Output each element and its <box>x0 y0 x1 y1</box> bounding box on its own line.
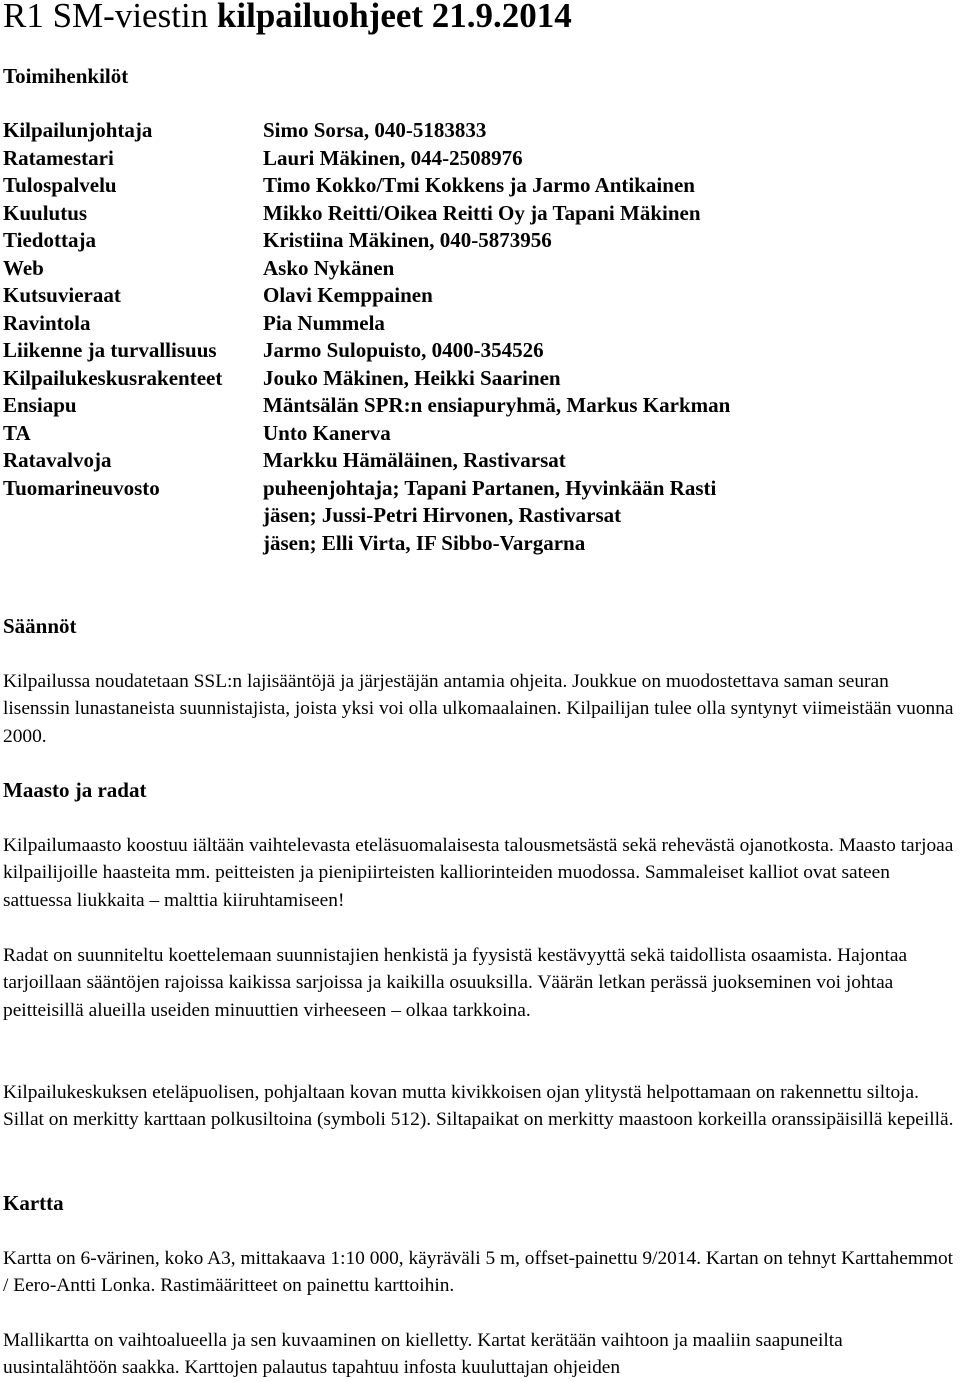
official-role: Liikenne ja turvallisuus <box>3 338 217 362</box>
official-row-jury-member-1 <box>3 502 730 530</box>
official-name: Mikko Reitti/Oikea Reitti Oy ja Tapani Mäkinen <box>263 200 701 225</box>
official-role: Ratavalvoja <box>3 448 112 472</box>
official-row-kilpailukeskusrakenteet <box>3 365 730 393</box>
rules-paragraph: Kilpailussa noudatetaan SSL:n lajisääntöjä ja järjestäjän antamia ohjeita. Joukkue on muodostettava saman seuran lisenssin lunastaneista suunnistajista, joista yksi voi olla ulkomaalainen. Kilpailijan tulee olla syntynyt viimeistään vuonna 2000. <box>3 671 954 747</box>
terrain-heading: Maasto ja radat <box>3 778 147 802</box>
officials-table <box>3 117 730 557</box>
official-row-web <box>3 255 730 283</box>
official-role <box>3 502 263 530</box>
official-row-kilpailunjohtaja <box>3 117 730 145</box>
official-role: Tuomarineuvosto <box>3 475 160 500</box>
official-name: Kristiina Mäkinen, 040-5873956 <box>263 228 552 252</box>
official-row-tulospalvelu <box>3 172 730 200</box>
official-name: jäsen; Jussi-Petri Hirvonen, Rastivarsat <box>263 503 622 527</box>
map-heading: Kartta <box>3 1191 64 1215</box>
official-row-ratamestari <box>3 145 730 173</box>
official-role: Tiedottaja <box>3 228 96 252</box>
official-name: jäsen; Elli Virta, IF Sibbo-Vargarna <box>263 530 586 555</box>
official-row-tiedottaja <box>3 227 730 255</box>
official-row-ta <box>3 420 730 448</box>
official-role: Ratamestari <box>3 145 114 170</box>
official-name: Pia Nummela <box>263 310 385 335</box>
official-name: Timo Kokko/Tmi Kokkens ja Jarmo Antikainen <box>263 173 695 197</box>
document-title <box>3 0 572 36</box>
official-row-kutsuvieraat <box>3 282 730 310</box>
official-row-liikenne <box>3 337 730 365</box>
official-role: Kuulutus <box>3 200 88 225</box>
map-paragraph-1: Kartta on 6-värinen, koko A3, mittakaava 1:10 000, käyräväli 5 m, offset-painettu 9/2014. Kartan on tehnyt Karttahemmot / Eero-Antti Lonka. Rastimääritteet on painettu karttoihin. <box>3 1248 954 1297</box>
official-name: Asko Nykänen <box>263 255 395 280</box>
official-role: Tulospalvelu <box>3 173 117 197</box>
official-name: Markku Hämäläinen, Rastivarsat <box>263 448 566 472</box>
official-role: Kutsuvieraat <box>3 283 121 307</box>
official-row-ratavalvoja <box>3 447 730 475</box>
official-role: Kilpailunjohtaja <box>3 118 153 142</box>
official-name: Mäntsälän SPR:n ensiapuryhmä, Markus Karkman <box>263 393 731 417</box>
rules-heading: Säännöt <box>3 614 77 638</box>
title-bold: kilpailuohjeet 21.9.2014 <box>216 0 572 35</box>
title-prefix: R1 SM-viestin <box>3 0 217 35</box>
official-role: Web <box>3 255 44 280</box>
official-name: Simo Sorsa, 040-5183833 <box>263 118 487 142</box>
terrain-paragraph-1: Kilpailumaasto koostuu iältään vaihtelevasta eteläsuomalaisesta talousmetsästä sekä rehevästä ojanotkosta. Maasto tarjoaa kilpailijoille haasteita mm. peitteisten ja pienipiirteisten kalliorinteiden muodossa. Sammaleiset kalliot ovat sateen sattuessa liukkaita – malttia kiiruhtamiseen! <box>3 835 954 911</box>
official-name: Jarmo Sulopuisto, 0400-354526 <box>263 338 544 362</box>
official-role: Ravintola <box>3 310 91 335</box>
terrain-paragraph-2: Radat on suunniteltu koettelemaan suunnistajien henkistä ja fyysistä kestävyyttä sekä taidollista osaamista. Hajontaa tarjoillaan sääntöjen rajoissa kaikissa sarjoissa ja kaikilla osuuksilla. Väärän letkan perässä juokseminen voi johtaa peitteisillä alueilla useiden minuuttien virheeseen – olkaa tarkkoina. <box>3 945 908 1021</box>
official-name: Olavi Kemppainen <box>263 283 433 307</box>
official-row-ravintola <box>3 310 730 338</box>
official-name: puheenjohtaja; Tapani Partanen, Hyvinkään Rasti <box>263 475 717 500</box>
official-row-tuomarineuvosto <box>3 475 730 503</box>
official-row-ensiapu <box>3 392 730 420</box>
official-role: Ensiapu <box>3 393 77 417</box>
official-role: Kilpailukeskusrakenteet <box>3 365 223 390</box>
map-paragraph-2: Mallikartta on vaihtoalueella ja sen kuvaaminen on kielletty. Kartat kerätään vaihtoon ja maaliin saapuneilta uusintalähtöön saakka. Karttojen palautus tapahtuu infosta kuuluttajan ohjeiden <box>3 1330 843 1379</box>
official-name: Jouko Mäkinen, Heikki Saarinen <box>263 365 561 390</box>
official-name: Unto Kanerva <box>263 420 391 445</box>
officials-heading: Toimihenkilöt <box>3 64 129 88</box>
official-row-jury-member-2 <box>3 530 730 558</box>
official-role <box>3 530 263 558</box>
official-role: TA <box>3 420 31 445</box>
official-row-kuulutus <box>3 200 730 228</box>
official-name: Lauri Mäkinen, 044-2508976 <box>263 145 523 170</box>
terrain-paragraph-3: Kilpailukeskuksen eteläpuolisen, pohjaltaan kovan mutta kivikkoisen ojan ylitystä helpottamaan on rakennettu siltoja. Sillat on merkitty karttaan polkusiltoina (symboli 512). Siltapaikat on merkitty maastoon korkeilla oranssipäisillä kepeillä. <box>3 1082 954 1131</box>
